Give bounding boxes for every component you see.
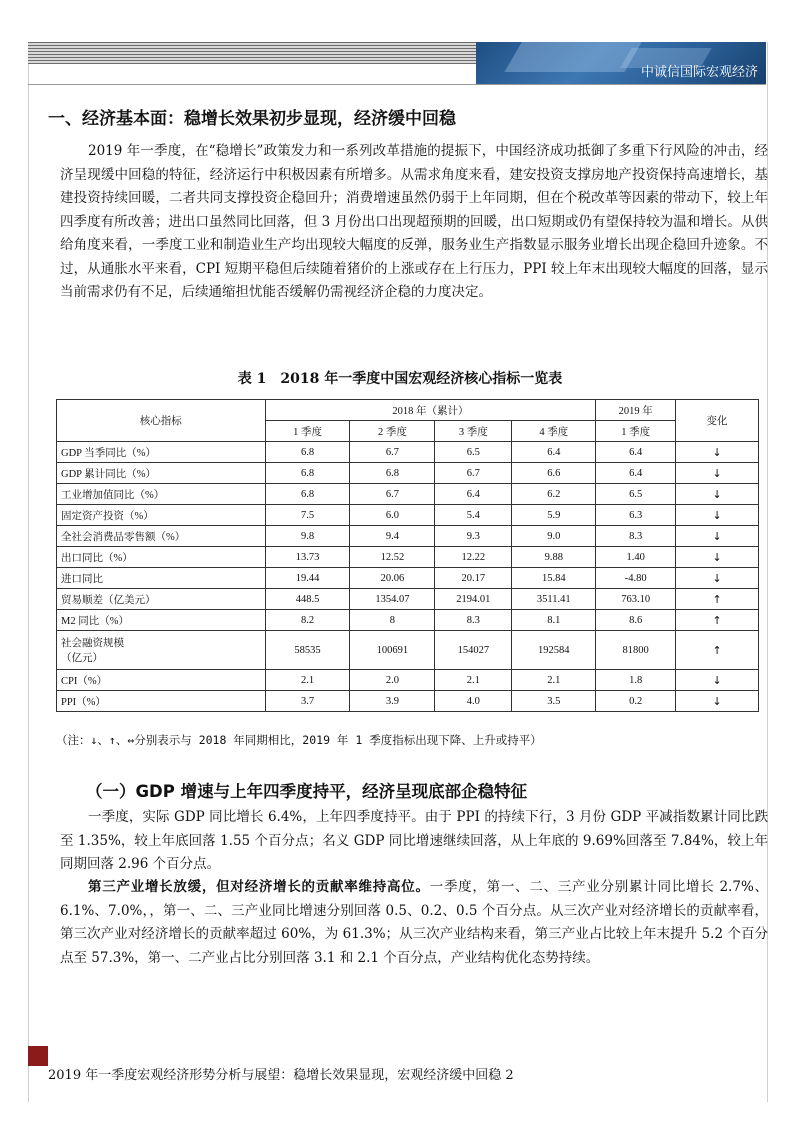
cell-2019-q1: 8.6 — [596, 610, 676, 631]
cell-q1: 7.5 — [265, 505, 350, 526]
table-caption: 表 1 2018 年一季度中国宏观经济核心指标一览表 — [237, 371, 563, 387]
cell-2019-q1: 1.8 — [596, 670, 676, 691]
cell-change: ↓ — [676, 442, 759, 463]
footer-square — [28, 1046, 48, 1066]
cell-2019-q1: 81800 — [596, 631, 676, 670]
cell-q3: 4.0 — [435, 691, 512, 712]
table-row — [57, 526, 759, 547]
cell-change: ↓ — [676, 568, 759, 589]
row-label: PPI（%） — [57, 691, 266, 712]
cell-q2: 3.9 — [350, 691, 435, 712]
cell-q2: 6.8 — [350, 463, 435, 484]
cell-2019-q1: 6.3 — [596, 505, 676, 526]
header-2019-q1: 1 季度 — [596, 421, 676, 442]
table-note: （注：↓、↑、↔分别表示与 2018 年同期相比，2019 年 1 季度指标出现下降、上升或持平） — [56, 733, 542, 747]
cell-q2: 12.52 — [350, 547, 435, 568]
row-label: 全社会消费品零售额（%） — [57, 526, 266, 547]
cell-q4: 9.88 — [512, 547, 596, 568]
cell-q4: 8.1 — [512, 610, 596, 631]
cell-q3: 20.17 — [435, 568, 512, 589]
cell-q4: 3511.41 — [512, 589, 596, 610]
cell-change: ↑ — [676, 589, 759, 610]
table-row — [57, 670, 759, 691]
row-label: GDP 累计同比（%） — [57, 463, 266, 484]
table-row — [57, 589, 759, 610]
header-q3: 3 季度 — [435, 421, 512, 442]
cell-q1: 3.7 — [265, 691, 350, 712]
subsection-heading: （一）GDP 增速与上年四季度持平，经济呈现底部企稳特征 — [86, 782, 528, 801]
cell-q2: 2.0 — [350, 670, 435, 691]
cell-change: ↓ — [676, 547, 759, 568]
header-2019: 2019 年 — [596, 400, 676, 421]
row-label: 进口同比 — [57, 568, 266, 589]
table-row — [57, 691, 759, 712]
cell-q2: 100691 — [350, 631, 435, 670]
table-body-after — [57, 670, 759, 712]
cell-q2: 20.06 — [350, 568, 435, 589]
cell-q1: 6.8 — [265, 442, 350, 463]
cell-change: ↓ — [676, 484, 759, 505]
row-label: 社会融资规模 （亿元） — [57, 631, 266, 670]
header-rule — [28, 84, 766, 85]
table-row — [57, 547, 759, 568]
subsection-paragraph-2 — [60, 876, 768, 970]
header-brand: 中诚信国际宏观经济 — [640, 65, 758, 80]
cell-2019-q1: 0.2 — [596, 691, 676, 712]
row-label: GDP 当季同比（%） — [57, 442, 266, 463]
row-label: 工业增加值同比（%） — [57, 484, 266, 505]
table-row — [57, 505, 759, 526]
cell-change: ↑ — [676, 631, 759, 670]
header-2018: 2018 年（累计） — [265, 400, 596, 421]
cell-q1: 9.8 — [265, 526, 350, 547]
cell-q2: 6.7 — [350, 442, 435, 463]
cell-q4: 2.1 — [512, 670, 596, 691]
subsection-paragraph-1: 一季度，实际 GDP 同比增长 6.4%，上年四季度持平。由于 PPI 的持续下行，3 月份 GDP 平减指数累计同比跌至 1.35%，较上年底回落 1.55 个百分点；名义 GDP 同比增速继续回落，从上年底的 9.69%回落至 7.84%，较上年同期回落 2.96 个百分点。 — [60, 809, 768, 872]
cell-q3: 2.1 — [435, 670, 512, 691]
cell-change: ↓ — [676, 670, 759, 691]
table-row — [57, 568, 759, 589]
cell-q2: 8 — [350, 610, 435, 631]
table-row — [57, 484, 759, 505]
cell-2019-q1: -4.80 — [596, 568, 676, 589]
cell-q1: 58535 — [265, 631, 350, 670]
paragraph-bold-lead: 第三产业增长放缓，但对经济增长的贡献率维持高位。 — [88, 879, 430, 895]
cell-q4: 3.5 — [512, 691, 596, 712]
table-row — [57, 631, 759, 670]
footer-text: 2019 年一季度宏观经济形势分析与展望：稳增长效果显现，宏观经济缓中回稳 2 — [48, 1068, 514, 1083]
cell-q2: 6.7 — [350, 484, 435, 505]
cell-q2: 6.0 — [350, 505, 435, 526]
section-paragraph: 2019 年一季度，在“稳增长”政策发力和一系列改革措施的提振下，中国经济成功抵御了多重下行风险的冲击，经济呈现缓中回稳的特征，经济运行中积极因素有所增多。从需求角度来看，建安投资支撑房地产投资保持高速增长，基建投资持续回暖，二者共同支撑投资企稳回升；消费增速虽然仍弱于上年同期，但在个税改革等因素的带动下，较上年四季度有所改善；进出口虽然同比回落，但 3 月份出口出现超预期的回暖，出口短期或仍有望保持较为温和增长。从供给角度来看，一季度工业和制造业生产均出现较大幅度的反弹，服务业生产指数显示服务业增长出现企稳回升迹象。不过，从通胀水平来看，CPI 短期平稳但后续随着猪价的上涨或存在上行压力，PPI 较上年末出现较大幅度的回落，显示当前需求仍有不足，后续通缩担忧能否缓解仍需视经济企稳的力度决定。 — [60, 143, 768, 300]
cell-q3: 6.4 — [435, 484, 512, 505]
indicator-table — [56, 399, 759, 712]
cell-change: ↑ — [676, 610, 759, 631]
cell-q1: 2.1 — [265, 670, 350, 691]
paragraph-rest: 一季度，第一、二、三产业分别累计同比增长 2.7%、6.1%、7.0%，，第一、二、三产业同比增速分别回落 0.5、0.2、0.5 个百分点。从三次产业对经济增长的贡献率看，第三次产业对经济增长的贡献率超过 60%，为 61.3%；从三次产业结构来看，第三产业占比较上年末提升 5.2 个百分点至 57.3%，第一、二产业占比分别回落 3.1 和 2.1 个百分点，产业结构优化态势持续。 — [60, 879, 769, 966]
table-row — [57, 463, 759, 484]
table-row — [57, 442, 759, 463]
cell-2019-q1: 8.3 — [596, 526, 676, 547]
cell-q3: 6.5 — [435, 442, 512, 463]
row-label: 出口同比（%） — [57, 547, 266, 568]
cell-q1: 8.2 — [265, 610, 350, 631]
table-body-main — [57, 442, 759, 631]
header-change: 变化 — [676, 400, 759, 442]
cell-q4: 5.9 — [512, 505, 596, 526]
cell-change: ↓ — [676, 526, 759, 547]
cell-q1: 6.8 — [265, 463, 350, 484]
cell-q4: 6.4 — [512, 442, 596, 463]
row-label: 贸易顺差（亿美元） — [57, 589, 266, 610]
cell-q3: 12.22 — [435, 547, 512, 568]
cell-q3: 154027 — [435, 631, 512, 670]
cell-q4: 6.6 — [512, 463, 596, 484]
header-q4: 4 季度 — [512, 421, 596, 442]
header-stripes — [28, 42, 476, 64]
section-heading: 一、经济基本面：稳增长效果初步显现，经济缓中回稳 — [48, 109, 456, 129]
row-label: M2 同比（%） — [57, 610, 266, 631]
cell-q4: 6.2 — [512, 484, 596, 505]
cell-q3: 8.3 — [435, 610, 512, 631]
cell-2019-q1: 763.10 — [596, 589, 676, 610]
cell-q4: 9.0 — [512, 526, 596, 547]
header-q1: 1 季度 — [265, 421, 350, 442]
header-indicator: 核心指标 — [57, 400, 266, 442]
cell-change: ↓ — [676, 691, 759, 712]
cell-2019-q1: 6.4 — [596, 463, 676, 484]
header-q2: 2 季度 — [350, 421, 435, 442]
row-label: CPI（%） — [57, 670, 266, 691]
cell-change: ↓ — [676, 505, 759, 526]
cell-q3: 5.4 — [435, 505, 512, 526]
cell-q4: 15.84 — [512, 568, 596, 589]
header-banner — [476, 42, 766, 84]
cell-q3: 9.3 — [435, 526, 512, 547]
cell-q3: 6.7 — [435, 463, 512, 484]
cell-q2: 9.4 — [350, 526, 435, 547]
cell-q2: 1354.07 — [350, 589, 435, 610]
cell-2019-q1: 6.4 — [596, 442, 676, 463]
cell-q1: 448.5 — [265, 589, 350, 610]
cell-change: ↓ — [676, 463, 759, 484]
row-label: 固定资产投资（%） — [57, 505, 266, 526]
cell-q1: 19.44 — [265, 568, 350, 589]
table-row — [57, 610, 759, 631]
cell-q4: 192584 — [512, 631, 596, 670]
cell-2019-q1: 1.40 — [596, 547, 676, 568]
cell-q3: 2194.01 — [435, 589, 512, 610]
cell-q1: 13.73 — [265, 547, 350, 568]
cell-2019-q1: 6.5 — [596, 484, 676, 505]
cell-q1: 6.8 — [265, 484, 350, 505]
